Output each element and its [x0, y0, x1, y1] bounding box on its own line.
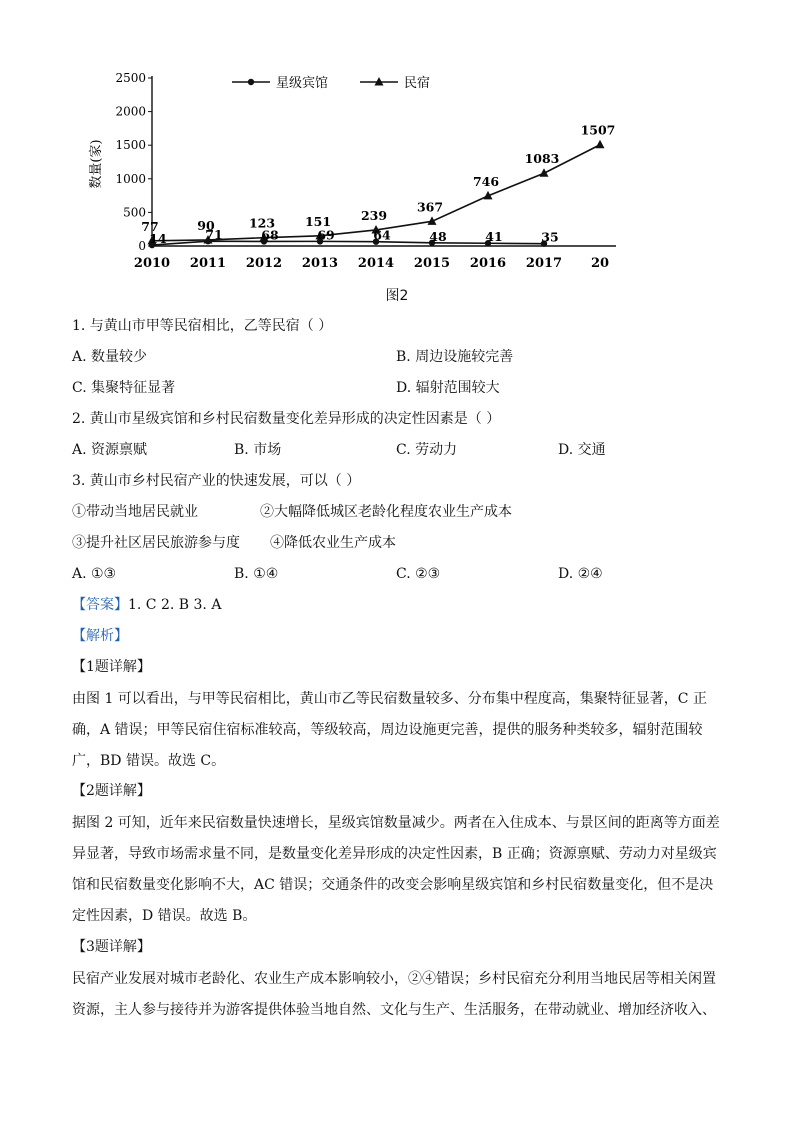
detail-3-line: 资源，主人参与接待并为游客提供体验当地自然、文化与生产、生活服务，在带动就业、增加经济收入、	[72, 1002, 716, 1018]
y-tick-label: 1000	[115, 171, 146, 186]
q1-option-c: C. 集聚特征显著	[72, 380, 176, 396]
y-axis-label: 数量(家)	[89, 139, 104, 189]
q2-option-a: A. 资源禀赋	[72, 442, 148, 458]
data-label: 367	[416, 199, 444, 215]
detail-2-line: 异显著，导致市场需求量不同，是数量变化差异形成的决定性因素，B 正确；资源禀赋、劳动力对星级宾	[72, 846, 717, 862]
q3-option-b: B. ①④	[234, 566, 279, 582]
y-tick-label: 500	[123, 205, 146, 220]
data-point	[596, 140, 605, 149]
data-label: 77	[141, 218, 159, 234]
x-tick-label: 2012	[245, 256, 283, 271]
q3-option-a: A. ①③	[72, 566, 117, 582]
x-tick-label: 2011	[189, 256, 227, 271]
data-label: 14	[149, 231, 167, 247]
answer-tag: 【答案】	[72, 597, 128, 613]
data-label: 64	[373, 227, 391, 243]
x-tick-label: 2010	[133, 256, 171, 271]
q3-item-1: ①带动当地居民就业	[72, 504, 198, 520]
legend-label: 星级宾馆	[276, 76, 329, 91]
detail-3-body	[72, 964, 726, 1026]
q1-option-a: A. 数量较少	[72, 349, 148, 365]
y-tick-label: 0	[138, 239, 146, 253]
q1-stem: 1. 与黄山市甲等民宿相比，乙等民宿（ ）	[72, 318, 333, 334]
q2-option-c: C. 劳动力	[396, 442, 458, 458]
x-tick-label: 2016	[469, 256, 507, 271]
q3-item-2: ②大幅降低城区老龄化程度农业生产成本	[260, 504, 512, 520]
data-label: 123	[248, 215, 276, 231]
y-tick-label: 1500	[115, 138, 146, 153]
q1-option-d: D. 辐射范围较大	[396, 380, 500, 396]
x-tick-label: 2014	[357, 256, 395, 271]
data-label: 1083	[524, 151, 560, 167]
data-label: 746	[472, 173, 500, 189]
detail-1-line: 广，BD 错误。故选 C。	[72, 753, 226, 769]
data-label: 48	[429, 228, 447, 244]
y-tick-label: 2500	[115, 71, 146, 85]
data-label: 239	[360, 207, 388, 223]
data-label: 41	[485, 229, 503, 245]
detail-1-body	[72, 684, 726, 777]
detail-2-line: 定性因素，D 错误。故选 B。	[72, 908, 257, 924]
line-chart	[80, 60, 620, 290]
data-label: 68	[261, 227, 279, 243]
detail-2-heading: 【2题详解】	[72, 783, 151, 799]
detail-2-body	[72, 808, 726, 932]
detail-1-line: 确，A 错误；甲等民宿住宿标准较高，等级较高，周边设施更完善，提供的服务种类较多，辐射范围较	[72, 722, 703, 738]
analysis-heading: 【解析】	[72, 628, 128, 644]
figure-caption: 图2	[385, 288, 409, 304]
q1-option-b: B. 周边设施较完善	[396, 349, 514, 365]
detail-2-line: 馆和民宿数量变化影响不大，AC 错误；交通条件的改变会影响星级宾馆和乡村民宿数量变化，但不是决	[72, 877, 714, 893]
x-tick-label: 20	[590, 256, 610, 271]
detail-1-line: 由图 1 可以看出，与甲等民宿相比，黄山市乙等民宿数量较多、分布集中程度高，集聚特征显著，C 正	[72, 691, 707, 707]
detail-3-line: 民宿产业发展对城市老龄化、农业生产成本影响较小，②④错误；乡村民宿充分利用当地民居等相关闲置	[72, 971, 716, 987]
data-label: 1507	[580, 122, 616, 138]
data-label: 35	[541, 229, 559, 245]
data-label: 71	[205, 227, 223, 243]
q3-option-d: D. ②④	[558, 566, 603, 582]
chart-svg	[80, 60, 620, 290]
detail-2-line: 据图 2 可知，近年来民宿数量快速增长，星级宾馆数量减少。两者在入住成本、与景区间的距离等方面差	[72, 815, 720, 831]
legend-marker	[248, 79, 254, 85]
x-tick-label: 2015	[413, 256, 451, 271]
detail-3-heading: 【3题详解】	[72, 939, 151, 955]
answer-text: 1. C 2. B 3. A	[128, 597, 222, 613]
q3-item-4: ④降低农业生产成本	[270, 535, 396, 551]
legend-label: 民宿	[404, 76, 431, 91]
answer-line	[72, 595, 221, 615]
y-tick-label: 2000	[115, 104, 146, 119]
data-label: 90	[197, 217, 215, 233]
q3-stem: 3. 黄山市乡村民宿产业的快速发展，可以（ ）	[72, 473, 361, 489]
x-tick-label: 2017	[525, 256, 563, 271]
x-tick-label: 2013	[301, 256, 339, 271]
q2-option-d: D. 交通	[558, 442, 606, 458]
q2-option-b: B. 市场	[234, 442, 282, 458]
data-label: 69	[317, 227, 335, 243]
data-label: 151	[304, 213, 332, 229]
q2-stem: 2. 黄山市星级宾馆和乡村民宿数量变化差异形成的决定性因素是（ ）	[72, 411, 501, 427]
q3-item-3: ③提升社区居民旅游参与度	[72, 535, 240, 551]
q3-option-c: C. ②③	[396, 566, 441, 582]
detail-1-heading: 【1题详解】	[72, 659, 151, 675]
